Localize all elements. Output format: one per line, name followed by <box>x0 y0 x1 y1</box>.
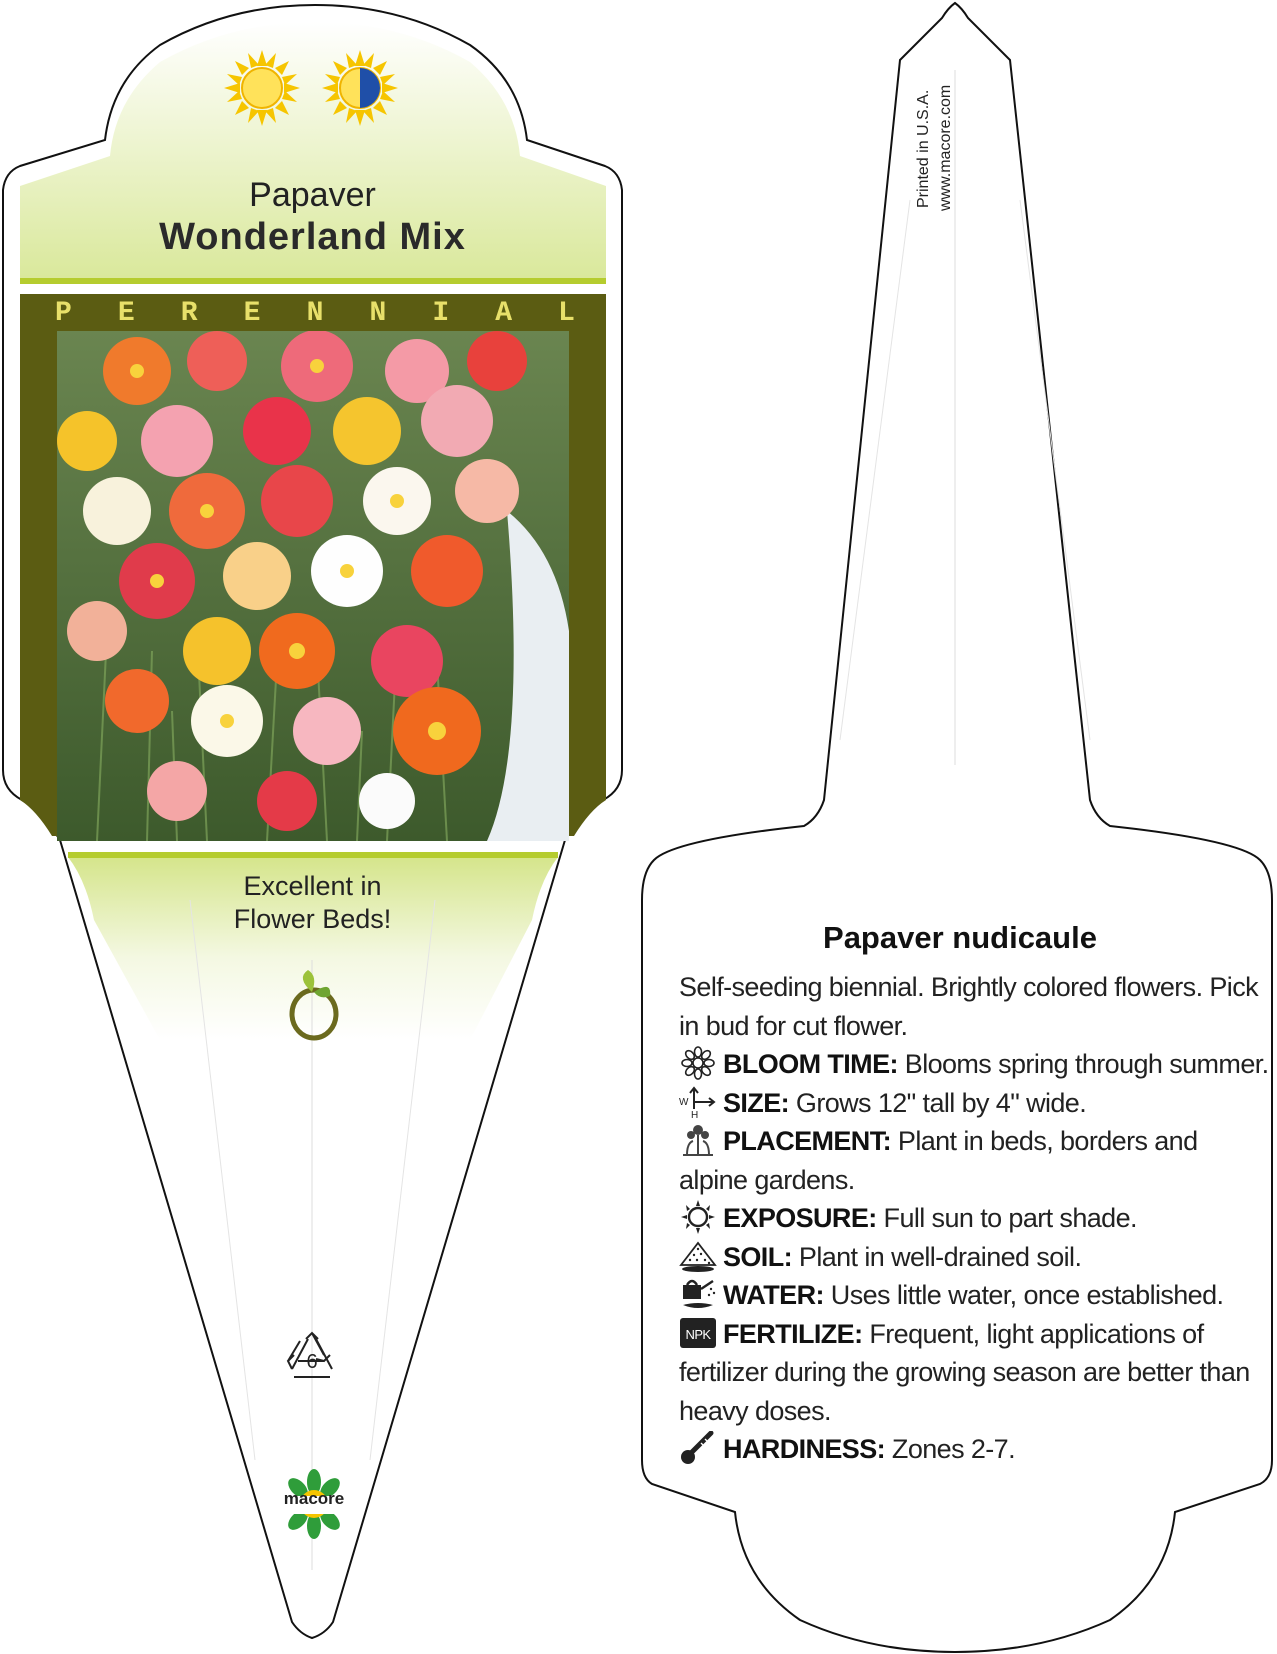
tagline <box>140 870 485 936</box>
recycle-code: 6 <box>306 1351 318 1373</box>
care-item-water <box>679 1276 1269 1315</box>
fertilize-label: FERTILIZE: <box>723 1318 863 1349</box>
exposure-label: EXPOSURE: <box>723 1203 877 1233</box>
care-item-hardiness <box>679 1430 1269 1469</box>
npk-text: NPK <box>685 1326 711 1342</box>
printed-website: www.macore.com <box>937 84 954 211</box>
water-label: WATER: <box>723 1280 824 1310</box>
category-perennial <box>55 298 575 329</box>
soil-pile-icon <box>679 1239 717 1273</box>
tagline-line1: Excellent in <box>243 871 382 901</box>
bloom-text: Blooms spring through summer. <box>904 1049 1269 1079</box>
thermometer-icon <box>679 1431 717 1465</box>
water-text: Uses little water, once established. <box>830 1280 1224 1310</box>
brand-name: macore <box>283 1489 345 1508</box>
exposure-sun-icon <box>679 1200 717 1234</box>
care-item-soil <box>679 1238 1269 1277</box>
size-arrows-icon <box>679 1085 717 1119</box>
part-shade-icon <box>320 48 400 128</box>
printed-country: Printed in U.S.A. <box>915 89 932 208</box>
plant-description: Self-seeding biennial. Brightly colored flowers. Pick in bud for cut flower. <box>679 972 1258 1041</box>
category-letter: E <box>243 298 261 329</box>
category-letter: L <box>558 298 575 329</box>
care-item-exposure <box>679 1199 1269 1238</box>
soil-text: Plant in well-drained soil. <box>798 1241 1082 1272</box>
npk-fertilizer-icon <box>679 1316 717 1350</box>
category-letter: R <box>180 298 198 329</box>
placement-text: Plant in beds, borders and alpine gardens. <box>679 1126 1198 1195</box>
category-letter: A <box>495 298 513 329</box>
care-info <box>679 968 1269 1469</box>
plant-genus: Papaver <box>249 176 376 214</box>
category-letter: P <box>55 298 72 329</box>
full-sun-icon <box>222 48 302 128</box>
botanical-name: Papaver nudicaule <box>823 920 1097 955</box>
care-item-size <box>679 1084 1269 1123</box>
bloom-label: BLOOM TIME: <box>723 1049 898 1079</box>
size-icon-h: H <box>691 1109 698 1119</box>
bloom-flower-icon <box>679 1046 717 1080</box>
hardiness-label: HARDINESS: <box>723 1434 886 1464</box>
category-letter: I <box>432 298 450 329</box>
hardiness-text: Zones 2-7. <box>891 1434 1015 1464</box>
size-icon-w: W <box>679 1096 688 1108</box>
care-item-fertilize <box>679 1315 1269 1431</box>
category-letter: N <box>306 298 324 329</box>
poppy-photo-art <box>57 331 569 841</box>
size-label: SIZE: <box>723 1087 790 1118</box>
fertilize-text: Frequent, light applications of fertilizer during the growing season are better than heavy doses. <box>679 1318 1250 1426</box>
category-letter: E <box>117 298 135 329</box>
placement-plants-icon <box>679 1123 717 1157</box>
care-item-bloom <box>679 1045 1269 1084</box>
category-letter: N <box>369 298 387 329</box>
placement-label: PLACEMENT: <box>723 1126 891 1156</box>
soil-label: SOIL: <box>723 1241 792 1272</box>
exposure-text: Full sun to part shade. <box>883 1203 1137 1233</box>
plant-cultivar: Wonderland Mix <box>159 216 466 258</box>
poppy-photo <box>57 331 569 841</box>
sprout-seed-icon <box>286 970 342 1040</box>
size-text: Grows 12" tall by 4" wide. <box>795 1087 1087 1118</box>
watering-can-icon <box>679 1277 717 1311</box>
care-item-placement <box>679 1122 1269 1199</box>
tagline-line2: Flower Beds! <box>233 904 392 934</box>
